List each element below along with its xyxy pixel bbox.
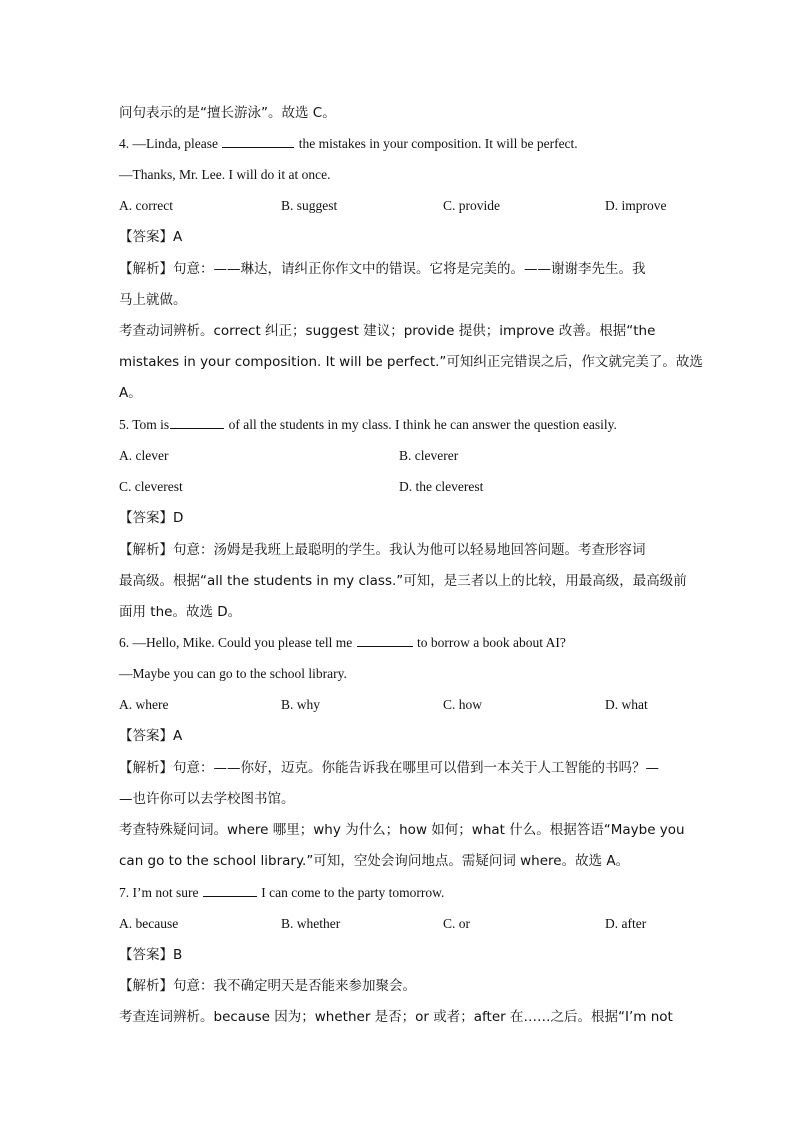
answer-label: 【答案】A xyxy=(119,728,183,744)
explanation-line: 【解析】句意：我不确定明天是否能来参加聚会。 xyxy=(119,978,416,994)
answer-label: 【答案】B xyxy=(119,947,183,963)
question-text: 7. I’m not sure xyxy=(119,885,199,900)
option-b: B. cleverer xyxy=(399,448,459,463)
question-text: 5. Tom is xyxy=(119,417,170,432)
question-text: 4. —Linda, please xyxy=(119,136,218,151)
question-7-options xyxy=(119,915,679,933)
option-c: C. provide xyxy=(443,198,500,213)
option-d: D. what xyxy=(605,697,648,712)
answer-label: 【答案】D xyxy=(119,510,184,526)
explanation-line: A。 xyxy=(119,385,142,401)
question-5-options-row1 xyxy=(119,447,679,465)
explanation-line: 考查特殊疑问词。where 哪里；why 为什么；how 如何；what 什么。根据答语“Maybe you xyxy=(119,822,685,838)
explanation-line: 面用 the。故选 D。 xyxy=(119,604,242,620)
explanation-line: 最高级。根据“all the students in my class.”可知，是三者以上的比较，用最高级，最高级前 xyxy=(119,573,687,589)
question-7 xyxy=(119,884,679,902)
question-text: 6. —Hello, Mike. Could you please tell me xyxy=(119,635,353,650)
explanation-line: 【解析】句意：汤姆是我班上最聪明的学生。我认为他可以轻易地回答问题。考查形容词 xyxy=(119,542,646,558)
option-d: D. the cleverest xyxy=(399,479,484,494)
question-4 xyxy=(119,135,679,153)
explanation-line: mistakes in your composition. It will be perfect.”可知纠正完错误之后，作文就完美了。故选 xyxy=(119,354,703,370)
option-c: C. how xyxy=(443,697,483,712)
option-d: D. improve xyxy=(605,198,667,213)
explanation-line: 马上就做。 xyxy=(119,292,187,308)
option-b: B. suggest xyxy=(281,198,338,213)
question-6-options xyxy=(119,696,679,714)
question-4-reply: —Thanks, Mr. Lee. I will do it at once. xyxy=(119,167,331,182)
answer-blank xyxy=(357,634,413,647)
explanation-line: 考查连词辨析。because 因为；whether 是否；or 或者；after 在……之后。根据“I’m not xyxy=(119,1009,673,1025)
option-b: B. why xyxy=(281,697,321,712)
option-c: C. cleverest xyxy=(119,479,183,494)
text-line: 问句表示的是“擅长游泳”。故选 C。 xyxy=(119,105,336,121)
question-text: the mistakes in your composition. It will be perfect. xyxy=(298,136,578,151)
explanation-line: 【解析】句意：——你好，迈克。你能告诉我在哪里可以借到一本关于人工智能的书吗？— xyxy=(119,760,659,776)
answer-blank xyxy=(222,135,294,148)
option-b: B. whether xyxy=(281,916,341,931)
option-d: D. after xyxy=(605,916,647,931)
question-5-options-row2 xyxy=(119,478,679,496)
option-a: A. where xyxy=(119,697,169,712)
answer-label: 【答案】A xyxy=(119,229,183,245)
explanation-line: can go to the school library.”可知，空处会询问地点。需疑问词 where。故选 A。 xyxy=(119,853,630,869)
explanation-line: 考查动词辨析。correct 纠正；suggest 建议；provide 提供；improve 改善。根据“the xyxy=(119,323,656,339)
answer-blank xyxy=(170,416,224,429)
option-c: C. or xyxy=(443,916,470,931)
question-text: of all the students in my class. I think he can answer the question easily. xyxy=(228,417,617,432)
question-text: to borrow a book about AI? xyxy=(416,635,566,650)
answer-blank xyxy=(203,884,257,897)
explanation-line: —也许你可以去学校图书馆。 xyxy=(119,791,295,807)
question-4-options xyxy=(119,197,679,215)
question-6-reply: —Maybe you can go to the school library. xyxy=(119,666,347,681)
question-text: I can come to the party tomorrow. xyxy=(261,885,445,900)
option-a: A. clever xyxy=(119,448,169,463)
explanation-line: 【解析】句意：——琳达，请纠正你作文中的错误。它将是完美的。——谢谢李先生。我 xyxy=(119,261,646,277)
option-a: A. correct xyxy=(119,198,173,213)
question-5 xyxy=(119,416,679,434)
option-a: A. because xyxy=(119,916,179,931)
question-6 xyxy=(119,634,679,652)
